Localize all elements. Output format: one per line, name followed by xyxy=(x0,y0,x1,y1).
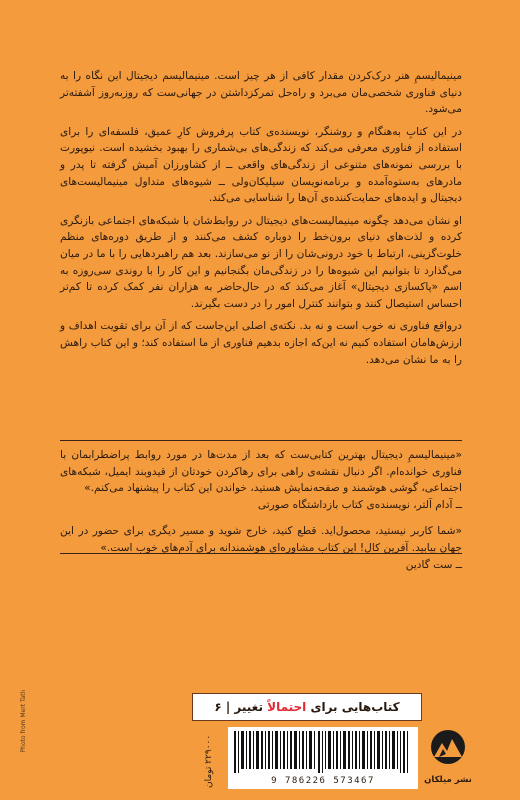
body-paragraph-4: درواقع فناوری نه خوب است و نه بد. نکته‌ی اصلی این‌جاست که از آن برای تقویت اهداف و ارزش‌هامان استفاده کنیم نه این‌که اجازه بدهیم فناوری از ما استفاده کند؛ و این کتاب راهش را به ما نشان می‌دهد. xyxy=(60,320,462,366)
series-prefix: کتاب‌هایی برای xyxy=(306,700,400,714)
photo-credit: Photo from Mert Tatlı xyxy=(20,690,27,753)
endorsements xyxy=(60,447,462,573)
series-banner xyxy=(192,693,422,721)
body-paragraph-3: او نشان می‌دهد چگونه مینیمالیست‌های دیجیتال در روابط‌شان با شبکه‌های اجتماعی بازنگری کرده و لذت‌های دنیای برون‌خط را دوباره کشف می‌کنند و از طریق دوره‌های منظم خلوت‌گزینی، ارتباط با خود درونی‌شان را از نو می‌سازند. بعد هم راهبردهایی را با ما در میان می‌گذارد تا بتوانیم این شیوه‌ها را در زندگی‌مان بگنجانیم و این کار را با روندی سی‌روزه به اسم «پاکسازی دیجیتال» آغاز می‌کند که در حال‌حاضر به هزاران نفر کمک کرده تا کم‌تر احساس استیصال کنند و بتوانند کنترل امور را در دست بگیرند. xyxy=(60,214,462,310)
body-paragraph-1: مینیمالیسمِ هنر درک‌کردن مقدار کافی از هر چیز است. مینیمالیسم دیجیتال این نگاه را به دنیای فناوری شخصی‌مان می‌برد و راه‌حل تمرکزداشتن در جهانی‌ست که روزبه‌روز آشفته‌تر می‌شود. xyxy=(60,70,462,116)
price-label: ۲۲۹۰۰۰ تومان xyxy=(204,734,214,788)
endorsement-quote-1: «مینیمالیسمِ دیجیتال بهترین کتابی‌ست که بعد از مدت‌ها در مورد روابط پراضطرابمان با فناوری خوانده‌ام. اگر دنبال نقشه‌ی راهی برای رهاکردن خودتان از قیدوبند ایمیل، شبکه‌های اجتماعی، گوشی هوشمند و صفحه‌نمایش هستید، خواندن این کتاب را پیشنهاد می‌کنم.» xyxy=(60,449,462,495)
publisher-name: نشر میلکان xyxy=(424,775,472,785)
description-text xyxy=(60,68,462,374)
barcode-digits: 9 786226 573467 xyxy=(271,776,375,786)
series-highlight: احتمالاً xyxy=(267,700,307,714)
barcode-bars-icon xyxy=(234,731,412,773)
body-paragraph-2: در این کتابِ به‌هنگام و روشنگر، نویسنده‌ی کتاب پرفروش کارِ عمیق، فلسفه‌ای را برای استفاده از فناوری معرفی می‌کند که زندگی‌های بی‌شماری را بهبود بخشیده است. نیوپورت با بررسی نمونه‌های متنوعی از زندگی‌های واقعی ــ از کشاورزان آمیش گرفته تا پدر و مادرهای به‌ستوه‌آمده و برنامه‌نویسان سیلیکان‌ولی ــ شیوه‌های متداول مینیمالیست‌های دیجیتال و ایده‌های حمایت‌کننده‌ی آن‌ها را شناسایی می‌کند. xyxy=(60,125,462,205)
endorsement-attribution-1: ــ آدام آلتر، نویسنده‌ی کتاب بازداشتگاه صورتی xyxy=(257,498,462,511)
endorsement-quote-2: «شما کاربر نیستید، محصول‌اید. قطع کنید، خارج شوید و مسیر دیگری برای حضور در این جهان بیابید. آفرین کال! این کتاب مشاوره‌ای هوشمندانه برای آدم‌های خوب است.» xyxy=(60,525,462,554)
barcode xyxy=(228,727,418,789)
endorsement-attribution-2: ــ ست گادین xyxy=(405,558,462,571)
series-suffix: تغییر | ۶ xyxy=(214,700,268,714)
divider xyxy=(60,553,462,554)
divider xyxy=(60,440,462,441)
